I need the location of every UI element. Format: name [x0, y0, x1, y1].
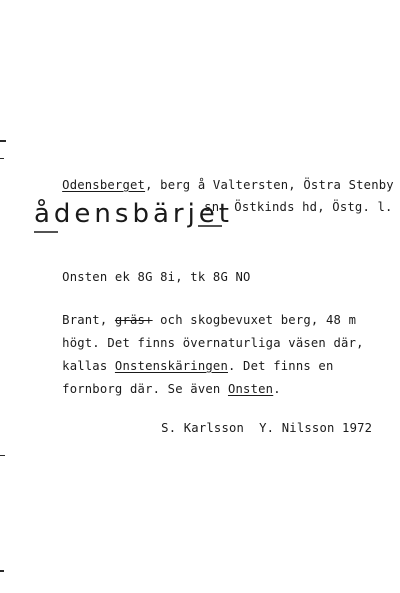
- desc3-a: kallas: [62, 359, 115, 373]
- desc1-a: Brant,: [62, 313, 115, 327]
- cross-reference-onstenskaringen: Onstenskäringen: [114, 359, 228, 373]
- edge-mark-bottom: [0, 570, 4, 572]
- edge-mark-top: [0, 140, 6, 142]
- cross-reference-onsten: Onsten: [227, 382, 274, 396]
- location-text: , berg å Valtersten, Östra Stenby: [145, 178, 394, 192]
- desc2: högt. Det finns övernaturliga väsen där,: [62, 336, 364, 350]
- reference-text: Onsten ek 8G 8i, tk 8G NO: [62, 270, 251, 284]
- phonetic-transcription: [30, 190, 310, 240]
- desc1-b: och skogbevuxet berg, 48 m: [152, 313, 357, 327]
- signature-text: S. Karlsson Y. Nilsson 1972: [161, 421, 373, 435]
- edge-mark-lower: [0, 455, 5, 456]
- map-reference: [32, 253, 251, 301]
- desc4-a: fornborg där. Se även: [62, 382, 228, 396]
- edge-mark-middle: [0, 158, 4, 159]
- desc3-b: . Det finns en: [227, 359, 334, 373]
- phonetic-text: ådensbärjet: [34, 199, 233, 229]
- headword: Odensberget: [62, 178, 146, 192]
- desc4-b: .: [273, 382, 281, 396]
- struck-word: gräs+: [114, 313, 153, 327]
- signature: [131, 404, 372, 452]
- district-text: sn, Östkinds hd, Östg. l.: [204, 200, 393, 214]
